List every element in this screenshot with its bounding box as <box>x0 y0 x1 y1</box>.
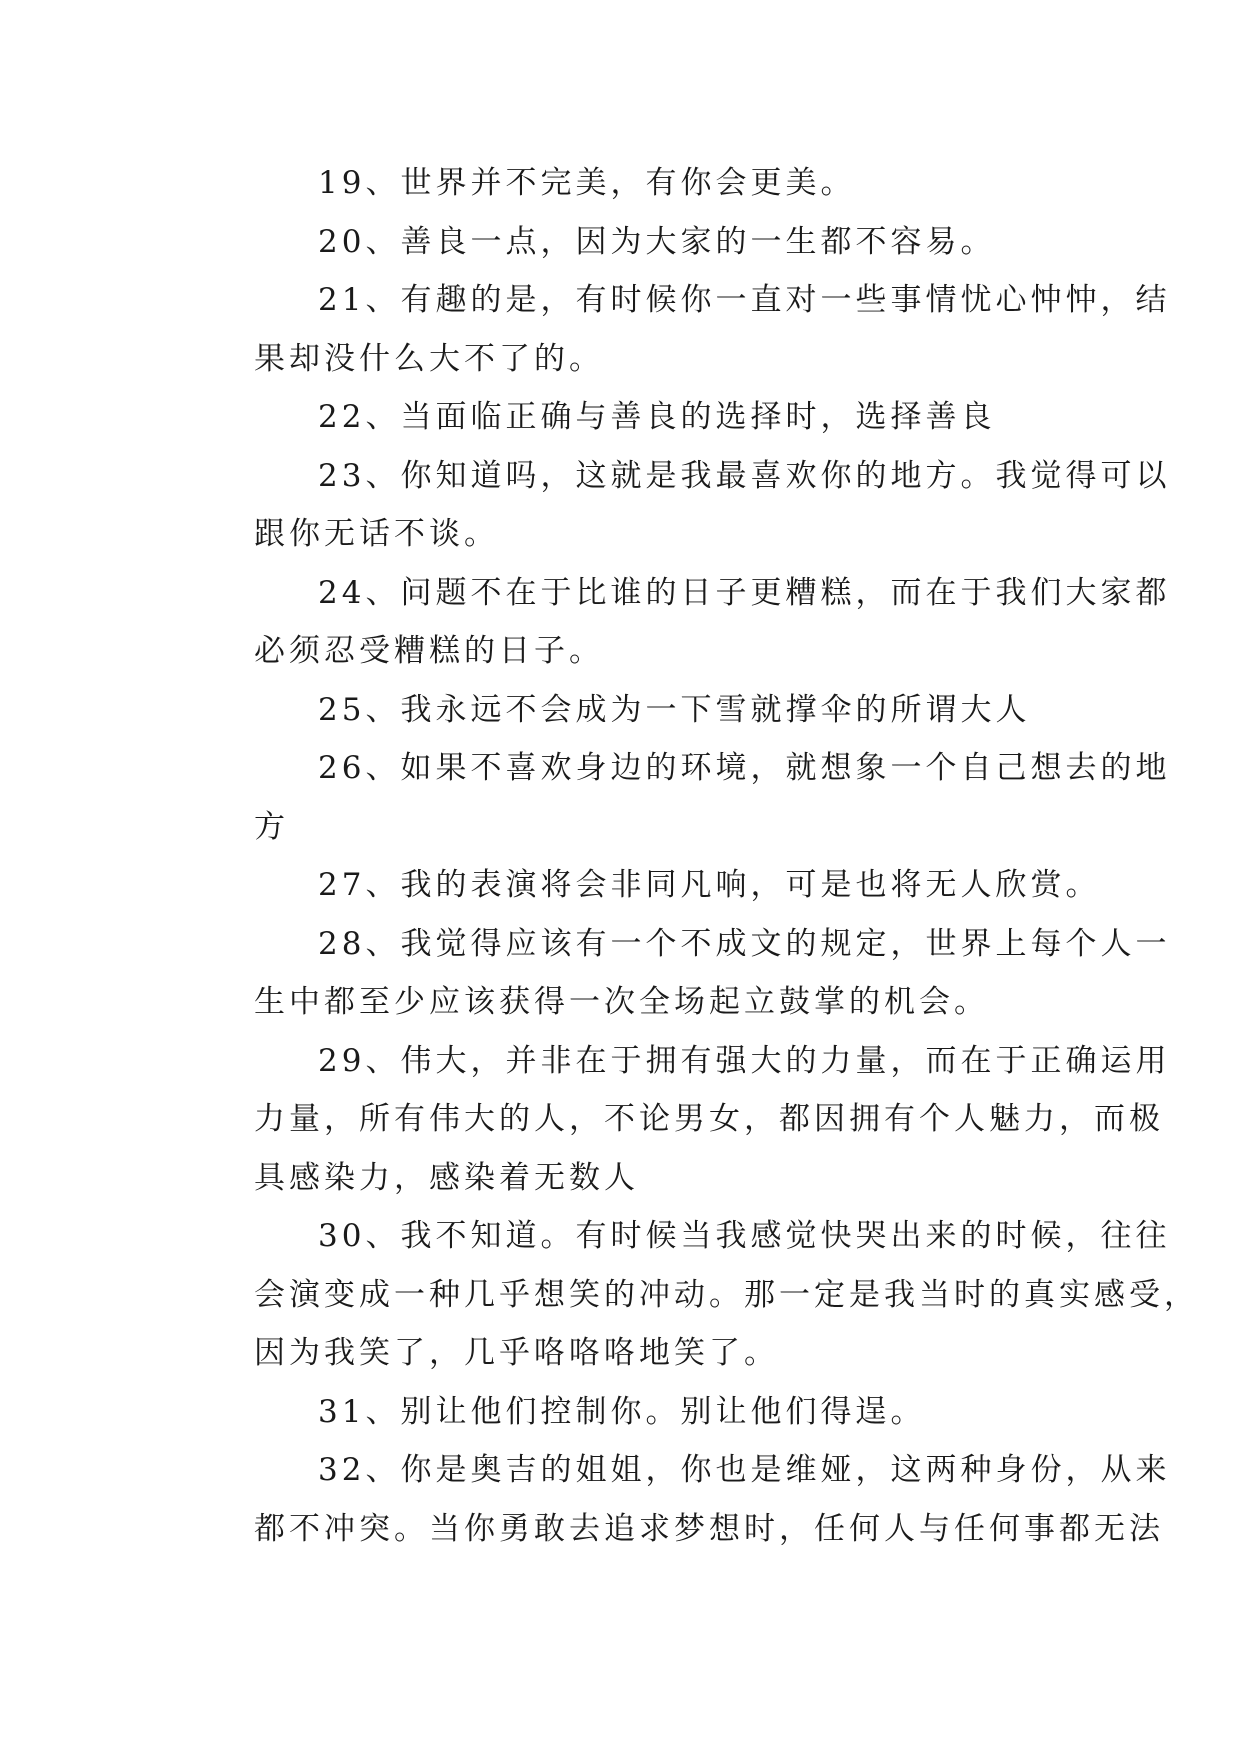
paragraph-line: 24、问题不在于比谁的日子更糟糕，而在于我们大家都 <box>318 574 1171 611</box>
paragraph-line: 31、别让他们控制你。别让他们得逞。 <box>318 1393 926 1430</box>
paragraph <box>190 564 1171 681</box>
paragraph <box>190 681 1050 740</box>
paragraph <box>190 856 1101 915</box>
paragraph <box>190 154 1050 213</box>
paragraph-line: 会演变成一种几乎想笑的冲动。那一定是我当时的真实感受， <box>254 1276 1199 1313</box>
paragraph-line: 28、我觉得应该有一个不成文的规定，世界上每个人一 <box>318 925 1171 962</box>
paragraph-line: 19、世界并不完美，有你会更美。 <box>318 165 856 201</box>
paragraph <box>190 1207 1199 1383</box>
paragraph-line: 生中都至少应该获得一次全场起立鼓掌的机会。 <box>254 984 989 1020</box>
paragraph-line: 20、善良一点，因为大家的一生都不容易。 <box>318 223 996 260</box>
paragraph <box>190 388 1050 447</box>
paragraph-line: 具感染力，感染着无数人 <box>254 1159 639 1196</box>
paragraph-line: 25、我永远不会成为一下雪就撑伞的所谓大人 <box>318 691 1031 728</box>
paragraph <box>190 915 1171 1032</box>
paragraph-line: 力量，所有伟大的人，不论男女，都因拥有个人魅力，而极 <box>254 1101 1164 1137</box>
paragraph <box>190 1383 1050 1442</box>
document-body <box>190 154 1199 1558</box>
paragraph-line: 果却没什么大不了的。 <box>254 340 604 377</box>
paragraph-line: 跟你无话不谈。 <box>254 516 499 552</box>
paragraph-line: 因为我笑了，几乎咯咯咯地笑了。 <box>254 1335 779 1371</box>
paragraph <box>190 1441 1171 1558</box>
paragraph-line: 22、当面临正确与善良的选择时，选择善良 <box>318 399 996 435</box>
paragraph-line: 27、我的表演将会非同凡响，可是也将无人欣赏。 <box>318 867 1101 903</box>
paragraph-line: 29、伟大，并非在于拥有强大的力量，而在于正确运用 <box>318 1042 1171 1079</box>
paragraph-line: 都不冲突。当你勇敢去追求梦想时，任何人与任何事都无法 <box>254 1510 1164 1547</box>
paragraph-line: 32、你是奥吉的姐姐，你也是维娅，这两种身份，从来 <box>318 1452 1171 1488</box>
paragraph-line: 必须忍受糟糕的日子。 <box>254 633 604 669</box>
paragraph <box>190 213 1050 272</box>
paragraph-line: 30、我不知道。有时候当我感觉快哭出来的时候，往往 <box>318 1218 1171 1254</box>
paragraph-line: 21、有趣的是，有时候你一直对一些事情忧心忡忡，结 <box>318 282 1171 318</box>
paragraph <box>190 1032 1171 1208</box>
paragraph-line: 方 <box>254 808 289 845</box>
paragraph <box>190 739 1171 856</box>
paragraph-line: 23、你知道吗，这就是我最喜欢你的地方。我觉得可以 <box>318 457 1171 494</box>
paragraph <box>190 271 1171 388</box>
paragraph-line: 26、如果不喜欢身边的环境，就想象一个自己想去的地 <box>318 750 1171 786</box>
paragraph <box>190 447 1171 564</box>
